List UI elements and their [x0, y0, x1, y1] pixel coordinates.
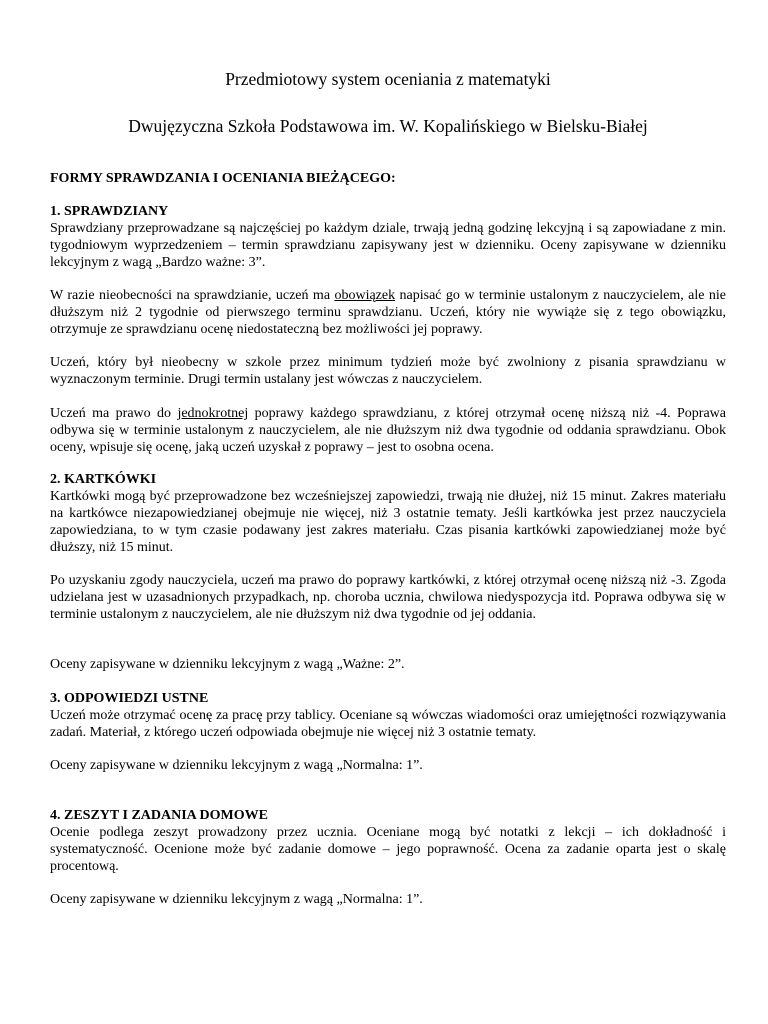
document-title: Przedmiotowy system oceniania z matematyki	[225, 69, 551, 89]
section-paragraph: Sprawdziany przeprowadzane są najczęściej po każdym dziale, trwają jedną godzinę lekcyjną i są zapowiadane z min. tygodniowym wyprzedzeniem – termin sprawdzianu zapisywany jest w dzienniku. Oceny zapisywane w dzienniku lekcyjnym z wagą „Bardzo ważne: 3”.	[50, 221, 726, 270]
text-span: poprawy każdego sprawdzianu, z której otrzymał ocenę niższą niż -4. Poprawa odbywa się w terminie ustalonym z nauczycielem, ale nie dłuższym niż dwa tygodnie od oddania sprawdzianu. Obok oceny, wpisuje się ocenę, jaką uczeń uzyskał z poprawy – jest to osobna ocena.	[50, 406, 726, 455]
underlined-text: jednokrotnej	[177, 406, 249, 421]
section-paragraph: Oceny zapisywane w dzienniku lekcyjnym z wagą „Normalna: 1”.	[50, 758, 423, 773]
main-heading: FORMY SPRAWDZANIA I OCENIANIA BIEŻĄCEGO:	[50, 171, 396, 186]
section-heading-odpowiedzi-ustne: 3. ODPOWIEDZI USTNE	[50, 691, 209, 706]
school-name: Dwujęzyczna Szkoła Podstawowa im. W. Kopalińskiego w Bielsku-Białej	[128, 116, 648, 136]
section-heading-sprawdziany: 1. SPRAWDZIANY	[50, 204, 169, 219]
section-heading-zeszyt: 4. ZESZYT I ZADANIA DOMOWE	[50, 808, 268, 823]
section-paragraph: Kartkówki mogą być przeprowadzone bez wcześniejszej zapowiedzi, trwają nie dłużej, niż 15 minut. Zakres materiału na kartkówce niezapowiedzianej obejmuje nie więcej, niż 3 ostatnie tematy. Jeśli kartkówka jest przez nauczyciela zapowiedziana, to w tym czasie podawany jest zakres materiału. Czas pisania kartkówki zapowiedzianej może być dłuższy, niż 15 minut.	[50, 489, 726, 555]
section-paragraph: Oceny zapisywane w dzienniku lekcyjnym z wagą „Normalna: 1”.	[50, 892, 423, 907]
text-span: napisać go w terminie ustalonym z nauczycielem, ale nie dłuższym niż 2 tygodnie od pierwszego terminu sprawdzianu. Uczeń, który nie wywiąże się z tego obowiązku, otrzymuje ze sprawdzianu ocenę niedostateczną bez możliwości jej poprawy.	[50, 288, 726, 337]
underlined-text: obowiązek	[334, 288, 396, 303]
section-paragraph	[50, 405, 726, 456]
section-paragraph	[50, 287, 726, 338]
section-paragraph: Uczeń, który był nieobecny w szkole przez minimum tydzień może być zwolniony z pisania sprawdzianu w wyznaczonym terminie. Drugi termin ustalany jest wówczas z nauczycielem.	[50, 355, 726, 387]
section-paragraph: Ocenie podlega zeszyt prowadzony przez ucznia. Oceniane mogą być notatki z lekcji – ich dokładność i systematyczność. Ocenione może być zadanie domowe – jego poprawność. Ocena za zadanie oparta jest o skalę procentową.	[50, 825, 726, 874]
section-paragraph: Oceny zapisywane w dzienniku lekcyjnym z wagą „Ważne: 2”.	[50, 657, 405, 672]
text-span: W razie nieobecności na sprawdzianie, uczeń ma	[50, 288, 335, 303]
section-paragraph: Po uzyskaniu zgody nauczyciela, uczeń ma prawo do poprawy kartkówki, z której otrzymał ocenę niższą niż -3. Zgoda udzielana jest w uzasadnionych przypadkach, np. choroba ucznia, chwilowa niedyspozycja itd. Poprawa odbywa się w terminie ustalonym z nauczycielem, ale nie dłuższym niż dwa tygodnie od jej oddania.	[50, 573, 726, 622]
section-heading-kartkowki: 2. KARTKÓWKI	[50, 472, 157, 487]
text-span: Uczeń ma prawo do	[50, 406, 178, 421]
section-paragraph: Uczeń może otrzymać ocenę za pracę przy tablicy. Oceniane są wówczas wiadomości oraz umiejętności rozwiązywania zadań. Materiał, z którego uczeń odpowiada obejmuje nie więcej niż 3 ostatnie tematy.	[50, 708, 726, 740]
